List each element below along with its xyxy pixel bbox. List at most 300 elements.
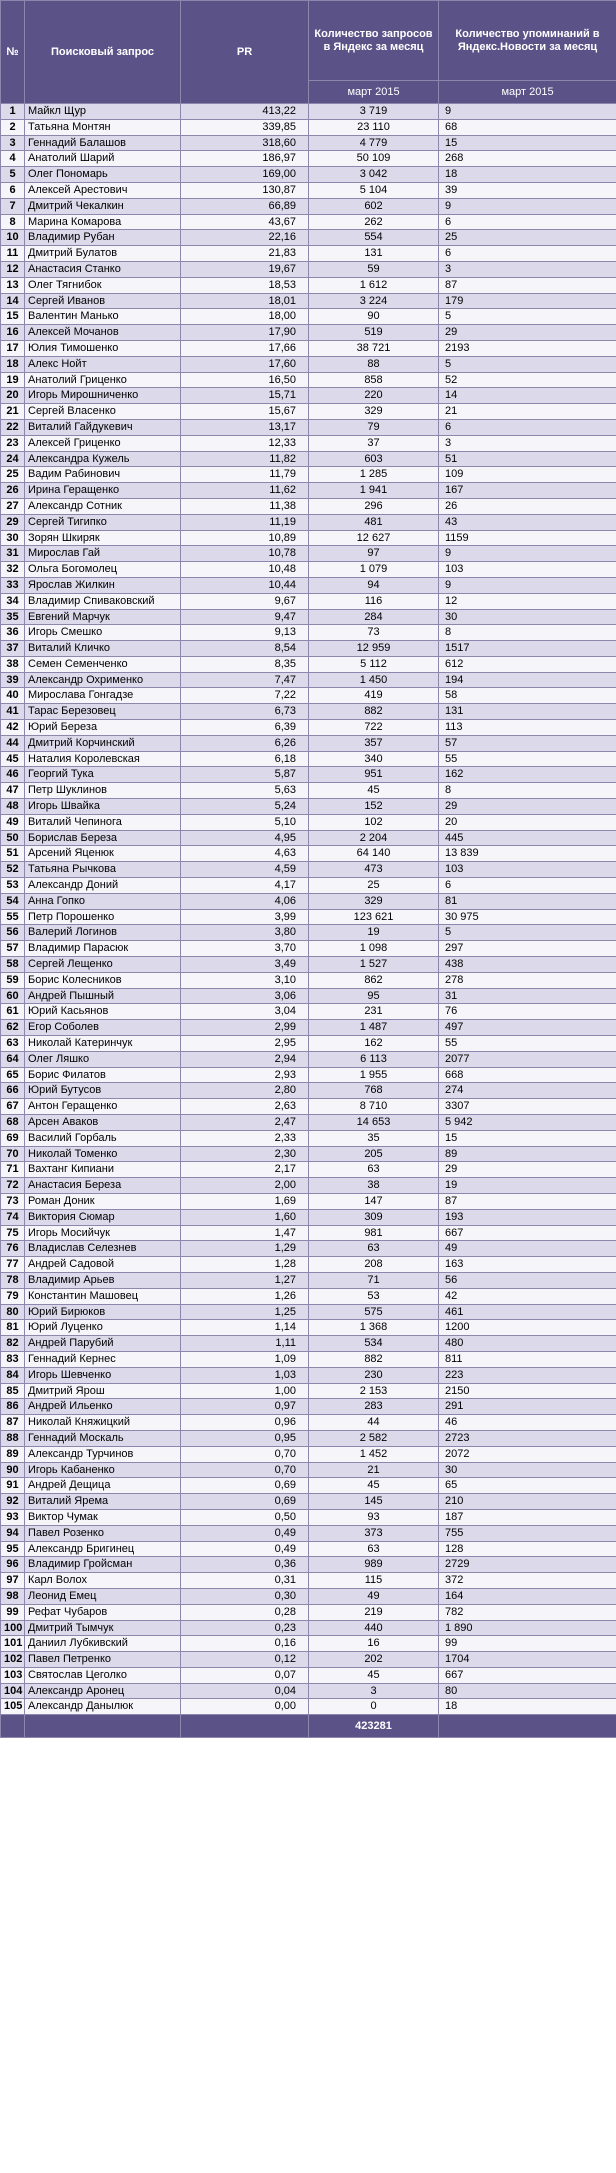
table-row xyxy=(1,577,616,593)
pr-value: 0,16 xyxy=(181,1636,309,1652)
table-row xyxy=(1,672,616,688)
pr-value: 4,17 xyxy=(181,878,309,894)
person-name: Мирослав Гай xyxy=(25,546,181,562)
person-name: Александр Бригинец xyxy=(25,1541,181,1557)
pr-value: 0,04 xyxy=(181,1683,309,1699)
pr-value: 2,93 xyxy=(181,1067,309,1083)
row-number: 105 xyxy=(1,1699,25,1715)
table-row xyxy=(1,1462,616,1478)
table-row xyxy=(1,104,616,120)
pr-value: 3,70 xyxy=(181,941,309,957)
person-name: Виталий Ярема xyxy=(25,1494,181,1510)
pr-value: 0,69 xyxy=(181,1494,309,1510)
table-row xyxy=(1,230,616,246)
news-mentions: 46 xyxy=(439,1415,616,1431)
row-number: 82 xyxy=(1,1336,25,1352)
row-number: 3 xyxy=(1,135,25,151)
pr-value: 12,33 xyxy=(181,435,309,451)
news-mentions: 811 xyxy=(439,1351,616,1367)
col-header-yandex: Количество запросов в Яндекс за месяц xyxy=(309,1,439,81)
news-mentions: 81 xyxy=(439,893,616,909)
col-header-pr: PR xyxy=(181,1,309,104)
row-number: 72 xyxy=(1,1178,25,1194)
pr-value: 3,06 xyxy=(181,988,309,1004)
yandex-queries: 12 959 xyxy=(309,641,439,657)
person-name: Сергей Тигипко xyxy=(25,514,181,530)
yandex-queries: 1 452 xyxy=(309,1446,439,1462)
table-row xyxy=(1,1399,616,1415)
row-number: 73 xyxy=(1,1193,25,1209)
person-name: Ярослав Жилкин xyxy=(25,577,181,593)
table-row xyxy=(1,1067,616,1083)
pr-value: 9,67 xyxy=(181,593,309,609)
row-number: 49 xyxy=(1,814,25,830)
pr-value: 1,11 xyxy=(181,1336,309,1352)
news-mentions: 57 xyxy=(439,735,616,751)
row-number: 12 xyxy=(1,261,25,277)
news-mentions: 29 xyxy=(439,799,616,815)
person-name: Алексей Мочанов xyxy=(25,325,181,341)
table-row xyxy=(1,972,616,988)
table-row xyxy=(1,988,616,1004)
pr-value: 0,49 xyxy=(181,1525,309,1541)
table-row xyxy=(1,1652,616,1668)
pr-value: 17,60 xyxy=(181,356,309,372)
person-name: Рефат Чубаров xyxy=(25,1604,181,1620)
row-number: 51 xyxy=(1,846,25,862)
table-row xyxy=(1,625,616,641)
row-number: 21 xyxy=(1,404,25,420)
person-name: Андрей Парубий xyxy=(25,1336,181,1352)
person-name: Игорь Швайка xyxy=(25,799,181,815)
row-number: 18 xyxy=(1,356,25,372)
person-name: Александр Турчинов xyxy=(25,1446,181,1462)
table-body xyxy=(1,104,616,1715)
table-row xyxy=(1,1083,616,1099)
news-mentions: 612 xyxy=(439,656,616,672)
table-row xyxy=(1,1478,616,1494)
person-name: Игорь Шевченко xyxy=(25,1367,181,1383)
pr-value: 11,19 xyxy=(181,514,309,530)
news-mentions: 1 890 xyxy=(439,1620,616,1636)
pr-value: 0,97 xyxy=(181,1399,309,1415)
row-number: 26 xyxy=(1,483,25,499)
yandex-queries: 1 285 xyxy=(309,467,439,483)
pr-value: 0,69 xyxy=(181,1478,309,1494)
yandex-queries: 357 xyxy=(309,735,439,751)
pr-value: 17,90 xyxy=(181,325,309,341)
yandex-queries: 3 042 xyxy=(309,167,439,183)
pr-value: 1,28 xyxy=(181,1257,309,1273)
person-name: Анна Гопко xyxy=(25,893,181,909)
row-number: 27 xyxy=(1,498,25,514)
yandex-queries: 38 721 xyxy=(309,340,439,356)
table-row xyxy=(1,372,616,388)
pr-value: 5,24 xyxy=(181,799,309,815)
pr-value: 8,35 xyxy=(181,656,309,672)
pr-value: 6,39 xyxy=(181,720,309,736)
yandex-queries: 162 xyxy=(309,1036,439,1052)
pr-value: 1,69 xyxy=(181,1193,309,1209)
person-name: Мирослава Гонгадзе xyxy=(25,688,181,704)
news-mentions: 372 xyxy=(439,1573,616,1589)
pr-value: 9,13 xyxy=(181,625,309,641)
row-number: 35 xyxy=(1,609,25,625)
yandex-queries: 102 xyxy=(309,814,439,830)
yandex-queries: 37 xyxy=(309,435,439,451)
news-mentions: 15 xyxy=(439,1130,616,1146)
row-number: 10 xyxy=(1,230,25,246)
person-name: Виталий Чепинога xyxy=(25,814,181,830)
news-mentions: 20 xyxy=(439,814,616,830)
pr-value: 0,70 xyxy=(181,1446,309,1462)
table-row xyxy=(1,404,616,420)
table-row xyxy=(1,1620,616,1636)
table-row xyxy=(1,119,616,135)
row-number: 23 xyxy=(1,435,25,451)
table-row xyxy=(1,941,616,957)
row-number: 1 xyxy=(1,104,25,120)
person-name: Ирина Геращенко xyxy=(25,483,181,499)
row-number: 25 xyxy=(1,467,25,483)
row-number: 95 xyxy=(1,1541,25,1557)
pr-value: 1,03 xyxy=(181,1367,309,1383)
table-row xyxy=(1,1225,616,1241)
table-row xyxy=(1,846,616,862)
person-name: Семен Семенченко xyxy=(25,656,181,672)
news-mentions: 8 xyxy=(439,625,616,641)
row-number: 58 xyxy=(1,957,25,973)
yandex-queries: 14 653 xyxy=(309,1115,439,1131)
yandex-queries: 116 xyxy=(309,593,439,609)
table-row xyxy=(1,1272,616,1288)
row-number: 19 xyxy=(1,372,25,388)
yandex-queries: 3 xyxy=(309,1683,439,1699)
news-mentions: 51 xyxy=(439,451,616,467)
pr-value: 2,99 xyxy=(181,1020,309,1036)
person-name: Сергей Иванов xyxy=(25,293,181,309)
yandex-queries: 1 955 xyxy=(309,1067,439,1083)
table-row xyxy=(1,1494,616,1510)
pr-value: 2,30 xyxy=(181,1146,309,1162)
table-row xyxy=(1,435,616,451)
news-mentions: 14 xyxy=(439,388,616,404)
table-row xyxy=(1,767,616,783)
yandex-queries: 202 xyxy=(309,1652,439,1668)
row-number: 41 xyxy=(1,704,25,720)
row-number: 63 xyxy=(1,1036,25,1052)
yandex-queries: 230 xyxy=(309,1367,439,1383)
yandex-queries: 97 xyxy=(309,546,439,562)
news-mentions: 1159 xyxy=(439,530,616,546)
yandex-queries: 5 104 xyxy=(309,182,439,198)
table-row xyxy=(1,151,616,167)
row-number: 64 xyxy=(1,1051,25,1067)
table-row xyxy=(1,814,616,830)
table-row xyxy=(1,1557,616,1573)
news-mentions: 58 xyxy=(439,688,616,704)
person-name: Сергей Власенко xyxy=(25,404,181,420)
pr-value: 6,73 xyxy=(181,704,309,720)
person-name: Андрей Ильенко xyxy=(25,1399,181,1415)
row-number: 29 xyxy=(1,514,25,530)
table-row xyxy=(1,1146,616,1162)
news-mentions: 9 xyxy=(439,198,616,214)
news-mentions: 497 xyxy=(439,1020,616,1036)
pr-value: 0,28 xyxy=(181,1604,309,1620)
yandex-queries: 768 xyxy=(309,1083,439,1099)
yandex-queries: 53 xyxy=(309,1288,439,1304)
yandex-queries: 882 xyxy=(309,704,439,720)
pr-value: 21,83 xyxy=(181,246,309,262)
pr-value: 18,00 xyxy=(181,309,309,325)
row-number: 100 xyxy=(1,1620,25,1636)
pr-value: 66,89 xyxy=(181,198,309,214)
yandex-queries: 131 xyxy=(309,246,439,262)
yandex-queries: 19 xyxy=(309,925,439,941)
row-number: 7 xyxy=(1,198,25,214)
row-number: 80 xyxy=(1,1304,25,1320)
yandex-queries: 115 xyxy=(309,1573,439,1589)
yandex-queries: 208 xyxy=(309,1257,439,1273)
table-row xyxy=(1,293,616,309)
yandex-queries: 64 140 xyxy=(309,846,439,862)
pr-value: 11,62 xyxy=(181,483,309,499)
table-row xyxy=(1,483,616,499)
table-row xyxy=(1,1699,616,1715)
pr-value: 4,95 xyxy=(181,830,309,846)
person-name: Виталий Гайдукевич xyxy=(25,419,181,435)
table-row xyxy=(1,704,616,720)
table-row xyxy=(1,167,616,183)
pr-value: 19,67 xyxy=(181,261,309,277)
yandex-queries: 25 xyxy=(309,878,439,894)
row-number: 34 xyxy=(1,593,25,609)
pr-value: 3,80 xyxy=(181,925,309,941)
row-number: 17 xyxy=(1,340,25,356)
table-row xyxy=(1,1162,616,1178)
person-name: Виталий Кличко xyxy=(25,641,181,657)
row-number: 13 xyxy=(1,277,25,293)
pr-value: 1,29 xyxy=(181,1241,309,1257)
yandex-queries: 45 xyxy=(309,783,439,799)
person-name: Андрей Дещица xyxy=(25,1478,181,1494)
yandex-queries: 63 xyxy=(309,1241,439,1257)
yandex-queries: 8 710 xyxy=(309,1099,439,1115)
pr-value: 4,59 xyxy=(181,862,309,878)
pr-value: 18,01 xyxy=(181,293,309,309)
pr-value: 0,00 xyxy=(181,1699,309,1715)
pr-value: 1,00 xyxy=(181,1383,309,1399)
table-row xyxy=(1,1336,616,1352)
person-name: Владимир Гройсман xyxy=(25,1557,181,1573)
news-mentions: 3 xyxy=(439,261,616,277)
yandex-queries: 981 xyxy=(309,1225,439,1241)
table-row xyxy=(1,1573,616,1589)
news-mentions: 268 xyxy=(439,151,616,167)
news-mentions: 31 xyxy=(439,988,616,1004)
news-mentions: 5 xyxy=(439,925,616,941)
pr-value: 0,50 xyxy=(181,1509,309,1525)
yandex-queries: 231 xyxy=(309,1004,439,1020)
yandex-queries: 220 xyxy=(309,388,439,404)
row-number: 5 xyxy=(1,167,25,183)
pr-value: 6,26 xyxy=(181,735,309,751)
news-mentions: 18 xyxy=(439,1699,616,1715)
yandex-queries: 3 719 xyxy=(309,104,439,120)
table-row xyxy=(1,862,616,878)
table-row xyxy=(1,783,616,799)
row-number: 55 xyxy=(1,909,25,925)
yandex-queries: 35 xyxy=(309,1130,439,1146)
news-mentions: 103 xyxy=(439,562,616,578)
yandex-queries: 340 xyxy=(309,751,439,767)
news-mentions: 668 xyxy=(439,1067,616,1083)
pr-value: 2,47 xyxy=(181,1115,309,1131)
yandex-queries: 123 621 xyxy=(309,909,439,925)
row-number: 102 xyxy=(1,1652,25,1668)
yandex-queries: 519 xyxy=(309,325,439,341)
row-number: 14 xyxy=(1,293,25,309)
person-name: Татьяна Монтян xyxy=(25,119,181,135)
table-row xyxy=(1,135,616,151)
person-name: Дмитрий Булатов xyxy=(25,246,181,262)
yandex-queries: 882 xyxy=(309,1351,439,1367)
yandex-queries: 858 xyxy=(309,372,439,388)
table-footer xyxy=(1,1715,616,1738)
news-mentions: 278 xyxy=(439,972,616,988)
pr-value: 43,67 xyxy=(181,214,309,230)
pr-value: 8,54 xyxy=(181,641,309,657)
yandex-queries: 49 xyxy=(309,1588,439,1604)
pr-value: 1,14 xyxy=(181,1320,309,1336)
news-mentions: 274 xyxy=(439,1083,616,1099)
yandex-queries: 262 xyxy=(309,214,439,230)
news-mentions: 55 xyxy=(439,1036,616,1052)
pr-value: 7,22 xyxy=(181,688,309,704)
pr-value: 3,49 xyxy=(181,957,309,973)
yandex-queries: 93 xyxy=(309,1509,439,1525)
person-name: Юрий Бирюков xyxy=(25,1304,181,1320)
row-number: 38 xyxy=(1,656,25,672)
yandex-queries: 989 xyxy=(309,1557,439,1573)
pr-value: 22,16 xyxy=(181,230,309,246)
table-row xyxy=(1,1415,616,1431)
table-row xyxy=(1,688,616,704)
pr-value: 11,38 xyxy=(181,498,309,514)
table-row xyxy=(1,467,616,483)
col-header-query: Поисковый запрос xyxy=(25,1,181,104)
table-row xyxy=(1,957,616,973)
yandex-queries: 440 xyxy=(309,1620,439,1636)
row-number: 6 xyxy=(1,182,25,198)
yandex-queries: 481 xyxy=(309,514,439,530)
pr-value: 5,10 xyxy=(181,814,309,830)
col-header-news: Количество упоминаний в Яндекс.Новости за месяц xyxy=(439,1,616,81)
pr-value: 169,00 xyxy=(181,167,309,183)
news-mentions: 223 xyxy=(439,1367,616,1383)
table-row xyxy=(1,1604,616,1620)
pr-value: 0,96 xyxy=(181,1415,309,1431)
table-row xyxy=(1,325,616,341)
row-number: 83 xyxy=(1,1351,25,1367)
person-name: Александр Доний xyxy=(25,878,181,894)
person-name: Олег Ляшко xyxy=(25,1051,181,1067)
news-mentions: 42 xyxy=(439,1288,616,1304)
person-name: Евгений Марчук xyxy=(25,609,181,625)
yandex-queries: 16 xyxy=(309,1636,439,1652)
news-mentions: 162 xyxy=(439,767,616,783)
row-number: 96 xyxy=(1,1557,25,1573)
yandex-queries: 90 xyxy=(309,309,439,325)
person-name: Александр Охрименко xyxy=(25,672,181,688)
table-row xyxy=(1,198,616,214)
table-row xyxy=(1,562,616,578)
yandex-queries: 296 xyxy=(309,498,439,514)
row-number: 97 xyxy=(1,1573,25,1589)
person-name: Дмитрий Тымчук xyxy=(25,1620,181,1636)
yandex-queries: 147 xyxy=(309,1193,439,1209)
person-name: Леонид Емец xyxy=(25,1588,181,1604)
yandex-queries: 38 xyxy=(309,1178,439,1194)
yandex-queries: 50 109 xyxy=(309,151,439,167)
table-row xyxy=(1,419,616,435)
table-row xyxy=(1,656,616,672)
yandex-queries: 5 112 xyxy=(309,656,439,672)
table-row xyxy=(1,1541,616,1557)
yandex-queries: 152 xyxy=(309,799,439,815)
yandex-queries: 73 xyxy=(309,625,439,641)
yandex-queries: 0 xyxy=(309,1699,439,1715)
news-mentions: 2723 xyxy=(439,1430,616,1446)
table-row xyxy=(1,893,616,909)
pr-value: 10,44 xyxy=(181,577,309,593)
news-mentions: 667 xyxy=(439,1667,616,1683)
pr-value: 1,09 xyxy=(181,1351,309,1367)
news-mentions: 1200 xyxy=(439,1320,616,1336)
news-mentions: 1517 xyxy=(439,641,616,657)
news-mentions: 167 xyxy=(439,483,616,499)
pr-value: 3,99 xyxy=(181,909,309,925)
news-mentions: 163 xyxy=(439,1257,616,1273)
pr-value: 2,95 xyxy=(181,1036,309,1052)
yandex-queries: 205 xyxy=(309,1146,439,1162)
row-number: 68 xyxy=(1,1115,25,1131)
person-name: Игорь Смешко xyxy=(25,625,181,641)
person-name: Олег Тягнибок xyxy=(25,277,181,293)
pr-value: 1,26 xyxy=(181,1288,309,1304)
news-mentions: 5 xyxy=(439,356,616,372)
yandex-queries: 1 941 xyxy=(309,483,439,499)
news-mentions: 5 xyxy=(439,309,616,325)
row-number: 78 xyxy=(1,1272,25,1288)
news-mentions: 667 xyxy=(439,1225,616,1241)
row-number: 98 xyxy=(1,1588,25,1604)
yandex-queries: 6 113 xyxy=(309,1051,439,1067)
pr-value: 10,48 xyxy=(181,562,309,578)
person-name: Василий Горбаль xyxy=(25,1130,181,1146)
news-mentions: 6 xyxy=(439,878,616,894)
news-mentions: 445 xyxy=(439,830,616,846)
person-name: Игорь Кабаненко xyxy=(25,1462,181,1478)
yandex-queries: 862 xyxy=(309,972,439,988)
yandex-queries: 1 487 xyxy=(309,1020,439,1036)
yandex-queries: 95 xyxy=(309,988,439,1004)
table-row xyxy=(1,1351,616,1367)
news-mentions: 87 xyxy=(439,277,616,293)
pr-value: 186,97 xyxy=(181,151,309,167)
pr-value: 18,53 xyxy=(181,277,309,293)
